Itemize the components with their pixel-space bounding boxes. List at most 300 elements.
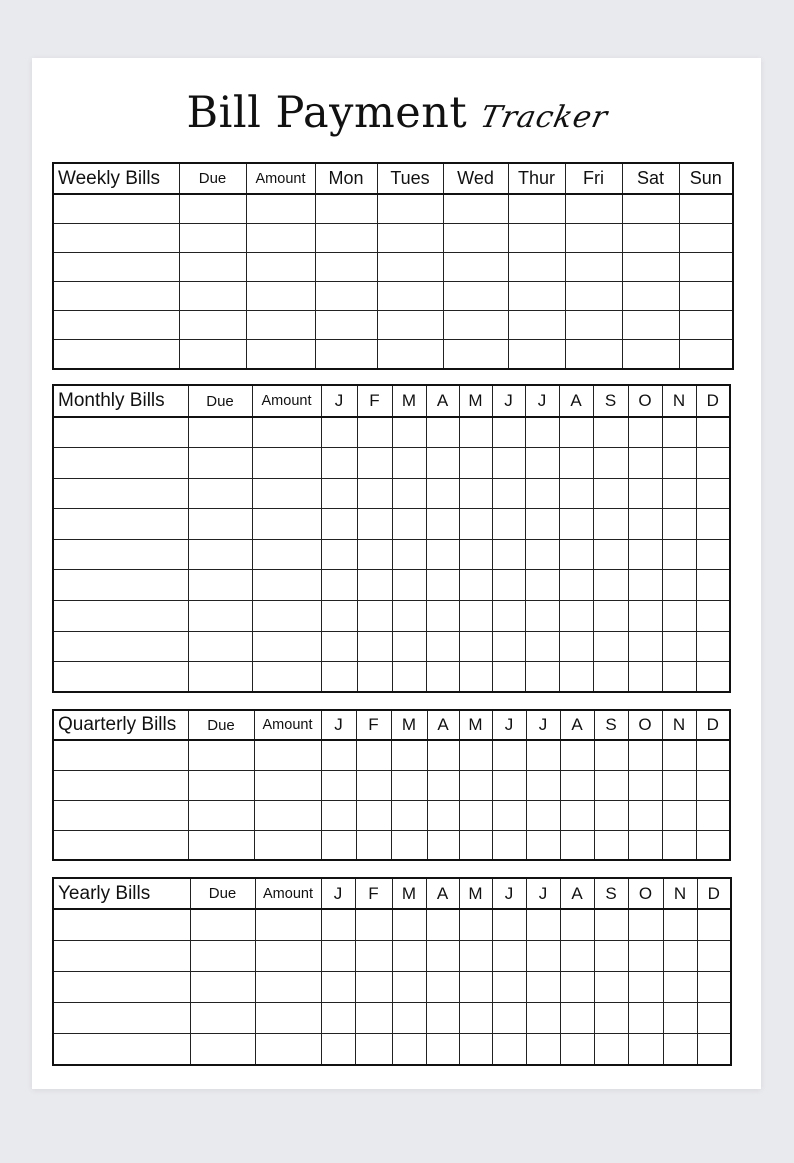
table-cell bbox=[525, 662, 559, 693]
quarterly-column-header-5: J bbox=[492, 710, 526, 740]
table-cell bbox=[321, 662, 357, 693]
table-cell bbox=[53, 509, 188, 540]
table-cell bbox=[426, 539, 459, 570]
table-cell bbox=[392, 417, 426, 448]
table-cell bbox=[697, 940, 731, 971]
yearly-column-header-7: A bbox=[560, 878, 594, 909]
table-cell bbox=[459, 601, 492, 632]
table-cell bbox=[357, 448, 392, 479]
table-cell bbox=[315, 340, 377, 369]
table-cell bbox=[53, 252, 179, 281]
table-cell bbox=[188, 539, 252, 570]
table-cell bbox=[525, 509, 559, 540]
table-cell bbox=[246, 340, 315, 369]
table-cell bbox=[696, 830, 730, 860]
table-cell bbox=[628, 1003, 663, 1034]
table-row bbox=[53, 311, 733, 340]
table-cell bbox=[459, 971, 492, 1002]
quarterly-amount-header: Amount bbox=[254, 710, 321, 740]
table-cell bbox=[427, 830, 459, 860]
table-cell bbox=[559, 570, 593, 601]
table-row bbox=[53, 448, 730, 479]
table-cell bbox=[628, 570, 662, 601]
table-cell bbox=[252, 570, 321, 601]
table-cell bbox=[492, 940, 526, 971]
table-cell bbox=[357, 631, 392, 662]
table-cell bbox=[559, 539, 593, 570]
table-cell bbox=[443, 194, 508, 223]
table-cell bbox=[628, 417, 662, 448]
monthly-bills-heading: Monthly Bills bbox=[53, 385, 188, 417]
table-row bbox=[53, 830, 730, 860]
table-cell bbox=[594, 740, 628, 770]
table-cell bbox=[427, 740, 459, 770]
quarterly-column-header-0: J bbox=[321, 710, 356, 740]
table-cell bbox=[526, 800, 560, 830]
table-cell bbox=[622, 311, 679, 340]
table-cell bbox=[628, 601, 662, 632]
table-cell bbox=[492, 971, 526, 1002]
table-cell bbox=[492, 601, 525, 632]
table-cell bbox=[355, 1034, 392, 1065]
table-cell bbox=[508, 340, 565, 369]
table-cell bbox=[663, 909, 697, 940]
table-cell bbox=[459, 478, 492, 509]
table-cell bbox=[392, 570, 426, 601]
table-cell bbox=[190, 971, 255, 1002]
table-cell bbox=[190, 1003, 255, 1034]
table-cell bbox=[560, 1003, 594, 1034]
table-cell bbox=[697, 1034, 731, 1065]
table-row bbox=[53, 662, 730, 693]
table-cell bbox=[459, 539, 492, 570]
table-cell bbox=[426, 662, 459, 693]
table-cell bbox=[628, 940, 663, 971]
table-cell bbox=[392, 909, 426, 940]
weekly-bills-heading: Weekly Bills bbox=[53, 163, 179, 194]
yearly-header-row bbox=[53, 878, 731, 909]
table-cell bbox=[594, 800, 628, 830]
table-cell bbox=[622, 340, 679, 369]
table-cell bbox=[392, 631, 426, 662]
table-cell bbox=[355, 971, 392, 1002]
table-cell bbox=[392, 940, 426, 971]
table-cell bbox=[594, 909, 628, 940]
quarterly-header-row bbox=[53, 710, 730, 740]
table-cell bbox=[355, 1003, 392, 1034]
table-cell bbox=[679, 340, 733, 369]
weekly-column-header-0: Mon bbox=[315, 163, 377, 194]
table-cell bbox=[594, 971, 628, 1002]
table-cell bbox=[179, 340, 246, 369]
table-cell bbox=[392, 539, 426, 570]
table-cell bbox=[190, 940, 255, 971]
table-cell bbox=[377, 282, 443, 311]
table-cell bbox=[662, 509, 696, 540]
table-cell bbox=[459, 940, 492, 971]
monthly-column-header-10: N bbox=[662, 385, 696, 417]
table-cell bbox=[459, 800, 492, 830]
table-cell bbox=[525, 448, 559, 479]
weekly-column-header-2: Wed bbox=[443, 163, 508, 194]
table-cell bbox=[662, 539, 696, 570]
table-cell bbox=[696, 740, 730, 770]
table-cell bbox=[356, 830, 391, 860]
yearly-column-header-1: F bbox=[355, 878, 392, 909]
table-cell bbox=[392, 1003, 426, 1034]
monthly-column-header-11: D bbox=[696, 385, 730, 417]
table-cell bbox=[321, 940, 355, 971]
table-row bbox=[53, 631, 730, 662]
table-cell bbox=[355, 940, 392, 971]
table-cell bbox=[321, 478, 357, 509]
table-row bbox=[53, 800, 730, 830]
table-cell bbox=[459, 448, 492, 479]
table-cell bbox=[628, 662, 662, 693]
table-row bbox=[53, 478, 730, 509]
table-cell bbox=[321, 1034, 355, 1065]
table-cell bbox=[321, 740, 356, 770]
table-cell bbox=[53, 800, 188, 830]
table-cell bbox=[696, 631, 730, 662]
yearly-bills-table bbox=[52, 877, 732, 1066]
monthly-amount-header: Amount bbox=[252, 385, 321, 417]
table-cell bbox=[179, 194, 246, 223]
table-cell bbox=[525, 631, 559, 662]
table-cell bbox=[356, 770, 391, 800]
table-cell bbox=[492, 800, 526, 830]
quarterly-column-header-11: D bbox=[696, 710, 730, 740]
table-cell bbox=[526, 971, 560, 1002]
table-row bbox=[53, 1034, 731, 1065]
table-cell bbox=[559, 601, 593, 632]
table-cell bbox=[392, 971, 426, 1002]
table-cell bbox=[663, 940, 697, 971]
weekly-column-header-6: Sun bbox=[679, 163, 733, 194]
table-row bbox=[53, 252, 733, 281]
table-cell bbox=[357, 570, 392, 601]
table-cell bbox=[391, 800, 427, 830]
table-cell bbox=[357, 539, 392, 570]
table-cell bbox=[246, 223, 315, 252]
table-cell bbox=[662, 448, 696, 479]
yearly-column-header-8: S bbox=[594, 878, 628, 909]
table-cell bbox=[190, 1034, 255, 1065]
table-cell bbox=[492, 417, 525, 448]
table-cell bbox=[593, 509, 628, 540]
table-cell bbox=[492, 1034, 526, 1065]
table-cell bbox=[179, 282, 246, 311]
table-row bbox=[53, 194, 733, 223]
table-cell bbox=[426, 570, 459, 601]
table-cell bbox=[492, 570, 525, 601]
table-cell bbox=[426, 478, 459, 509]
table-cell bbox=[356, 740, 391, 770]
table-cell bbox=[628, 509, 662, 540]
table-cell bbox=[252, 417, 321, 448]
table-cell bbox=[377, 252, 443, 281]
table-cell bbox=[377, 340, 443, 369]
table-cell bbox=[53, 448, 188, 479]
monthly-header-row bbox=[53, 385, 730, 417]
table-cell bbox=[254, 740, 321, 770]
table-cell bbox=[492, 539, 525, 570]
table-cell bbox=[357, 601, 392, 632]
table-cell bbox=[252, 448, 321, 479]
table-cell bbox=[622, 223, 679, 252]
table-cell bbox=[492, 662, 525, 693]
table-row bbox=[53, 539, 730, 570]
table-cell bbox=[252, 601, 321, 632]
table-cell bbox=[53, 830, 188, 860]
table-cell bbox=[53, 539, 188, 570]
table-cell bbox=[492, 740, 526, 770]
table-cell bbox=[391, 740, 427, 770]
monthly-column-header-1: F bbox=[357, 385, 392, 417]
weekly-amount-header: Amount bbox=[246, 163, 315, 194]
table-cell bbox=[628, 800, 662, 830]
table-row bbox=[53, 770, 730, 800]
table-cell bbox=[443, 282, 508, 311]
table-cell bbox=[628, 478, 662, 509]
table-cell bbox=[321, 830, 356, 860]
yearly-column-header-2: M bbox=[392, 878, 426, 909]
table-cell bbox=[188, 800, 254, 830]
table-row bbox=[53, 223, 733, 252]
table-cell bbox=[459, 570, 492, 601]
table-cell bbox=[559, 509, 593, 540]
table-cell bbox=[355, 909, 392, 940]
table-cell bbox=[662, 631, 696, 662]
table-cell bbox=[696, 662, 730, 693]
table-cell bbox=[662, 830, 696, 860]
table-cell bbox=[392, 478, 426, 509]
table-cell bbox=[392, 509, 426, 540]
table-cell bbox=[628, 971, 663, 1002]
monthly-due-header: Due bbox=[188, 385, 252, 417]
table-cell bbox=[426, 509, 459, 540]
table-cell bbox=[492, 509, 525, 540]
table-cell bbox=[560, 909, 594, 940]
table-cell bbox=[492, 1003, 526, 1034]
table-cell bbox=[188, 740, 254, 770]
table-row bbox=[53, 340, 733, 369]
table-cell bbox=[525, 601, 559, 632]
monthly-column-header-3: A bbox=[426, 385, 459, 417]
table-cell bbox=[443, 252, 508, 281]
page-title bbox=[0, 88, 794, 148]
table-cell bbox=[392, 1034, 426, 1065]
table-cell bbox=[525, 478, 559, 509]
table-cell bbox=[565, 223, 622, 252]
table-cell bbox=[628, 909, 663, 940]
table-cell bbox=[246, 282, 315, 311]
table-cell bbox=[53, 417, 188, 448]
table-cell bbox=[188, 570, 252, 601]
table-cell bbox=[622, 252, 679, 281]
table-cell bbox=[321, 631, 357, 662]
table-cell bbox=[321, 909, 355, 940]
table-cell bbox=[492, 631, 525, 662]
monthly-bills-table bbox=[52, 384, 731, 693]
table-cell bbox=[662, 770, 696, 800]
weekly-column-header-3: Thur bbox=[508, 163, 565, 194]
weekly-header-row bbox=[53, 163, 733, 194]
table-cell bbox=[696, 509, 730, 540]
table-cell bbox=[315, 194, 377, 223]
table-cell bbox=[492, 830, 526, 860]
table-cell bbox=[321, 539, 357, 570]
yearly-column-header-10: N bbox=[663, 878, 697, 909]
table-cell bbox=[560, 800, 594, 830]
table-cell bbox=[628, 1034, 663, 1065]
table-cell bbox=[525, 570, 559, 601]
table-cell bbox=[377, 194, 443, 223]
table-cell bbox=[459, 740, 492, 770]
table-cell bbox=[255, 909, 321, 940]
table-cell bbox=[662, 800, 696, 830]
table-row bbox=[53, 601, 730, 632]
table-cell bbox=[53, 1034, 190, 1065]
table-cell bbox=[53, 601, 188, 632]
table-cell bbox=[459, 770, 492, 800]
table-cell bbox=[526, 1003, 560, 1034]
yearly-column-header-0: J bbox=[321, 878, 355, 909]
table-cell bbox=[426, 940, 459, 971]
table-cell bbox=[696, 539, 730, 570]
table-cell bbox=[427, 800, 459, 830]
table-cell bbox=[391, 830, 427, 860]
quarterly-column-header-3: A bbox=[427, 710, 459, 740]
table-cell bbox=[559, 662, 593, 693]
quarterly-column-header-1: F bbox=[356, 710, 391, 740]
quarterly-due-header: Due bbox=[188, 710, 254, 740]
table-cell bbox=[254, 770, 321, 800]
table-cell bbox=[679, 223, 733, 252]
table-cell bbox=[246, 194, 315, 223]
table-cell bbox=[188, 631, 252, 662]
quarterly-column-header-10: N bbox=[662, 710, 696, 740]
table-cell bbox=[246, 252, 315, 281]
table-cell bbox=[254, 800, 321, 830]
table-cell bbox=[679, 252, 733, 281]
table-cell bbox=[697, 1003, 731, 1034]
table-cell bbox=[696, 478, 730, 509]
table-cell bbox=[188, 478, 252, 509]
table-cell bbox=[628, 539, 662, 570]
monthly-column-header-2: M bbox=[392, 385, 426, 417]
table-cell bbox=[315, 223, 377, 252]
quarterly-bills-table bbox=[52, 709, 731, 861]
title-main: Bill Payment bbox=[186, 88, 468, 138]
monthly-column-header-6: J bbox=[525, 385, 559, 417]
table-cell bbox=[459, 830, 492, 860]
yearly-column-header-4: M bbox=[459, 878, 492, 909]
table-row bbox=[53, 909, 731, 940]
table-cell bbox=[526, 1034, 560, 1065]
table-cell bbox=[426, 601, 459, 632]
table-cell bbox=[622, 194, 679, 223]
table-cell bbox=[53, 340, 179, 369]
table-cell bbox=[560, 1034, 594, 1065]
table-cell bbox=[696, 770, 730, 800]
table-cell bbox=[179, 252, 246, 281]
weekly-due-header: Due bbox=[179, 163, 246, 194]
table-cell bbox=[559, 448, 593, 479]
table-cell bbox=[255, 971, 321, 1002]
quarterly-column-header-7: A bbox=[560, 710, 594, 740]
table-cell bbox=[315, 282, 377, 311]
table-row bbox=[53, 1003, 731, 1034]
table-cell bbox=[697, 971, 731, 1002]
table-cell bbox=[188, 509, 252, 540]
table-row bbox=[53, 740, 730, 770]
table-cell bbox=[53, 631, 188, 662]
table-cell bbox=[53, 1003, 190, 1034]
table-cell bbox=[53, 662, 188, 693]
table-cell bbox=[377, 311, 443, 340]
table-row bbox=[53, 971, 731, 1002]
table-cell bbox=[593, 539, 628, 570]
table-cell bbox=[593, 631, 628, 662]
table-cell bbox=[321, 971, 355, 1002]
yearly-column-header-11: D bbox=[697, 878, 731, 909]
table-cell bbox=[679, 311, 733, 340]
table-cell bbox=[628, 830, 662, 860]
table-cell bbox=[594, 770, 628, 800]
table-cell bbox=[426, 1003, 459, 1034]
table-row bbox=[53, 282, 733, 311]
table-cell bbox=[357, 478, 392, 509]
table-cell bbox=[53, 909, 190, 940]
yearly-bills-heading: Yearly Bills bbox=[53, 878, 190, 909]
quarterly-column-header-4: M bbox=[459, 710, 492, 740]
table-cell bbox=[593, 448, 628, 479]
table-cell bbox=[252, 631, 321, 662]
table-cell bbox=[662, 478, 696, 509]
table-cell bbox=[252, 478, 321, 509]
table-cell bbox=[662, 570, 696, 601]
table-cell bbox=[559, 478, 593, 509]
table-cell bbox=[560, 830, 594, 860]
table-cell bbox=[662, 740, 696, 770]
table-cell bbox=[188, 417, 252, 448]
table-cell bbox=[628, 448, 662, 479]
table-cell bbox=[188, 662, 252, 693]
table-cell bbox=[443, 311, 508, 340]
table-cell bbox=[179, 223, 246, 252]
quarterly-bills-heading: Quarterly Bills bbox=[53, 710, 188, 740]
table-cell bbox=[321, 1003, 355, 1034]
table-cell bbox=[357, 509, 392, 540]
table-cell bbox=[594, 830, 628, 860]
table-cell bbox=[559, 417, 593, 448]
table-cell bbox=[426, 909, 459, 940]
table-cell bbox=[565, 252, 622, 281]
table-cell bbox=[593, 570, 628, 601]
table-cell bbox=[559, 631, 593, 662]
table-cell bbox=[391, 770, 427, 800]
table-cell bbox=[508, 311, 565, 340]
yearly-due-header: Due bbox=[190, 878, 255, 909]
table-cell bbox=[459, 662, 492, 693]
table-cell bbox=[321, 800, 356, 830]
yearly-column-header-3: A bbox=[426, 878, 459, 909]
table-cell bbox=[252, 539, 321, 570]
table-cell bbox=[679, 282, 733, 311]
table-cell bbox=[179, 311, 246, 340]
table-cell bbox=[560, 971, 594, 1002]
